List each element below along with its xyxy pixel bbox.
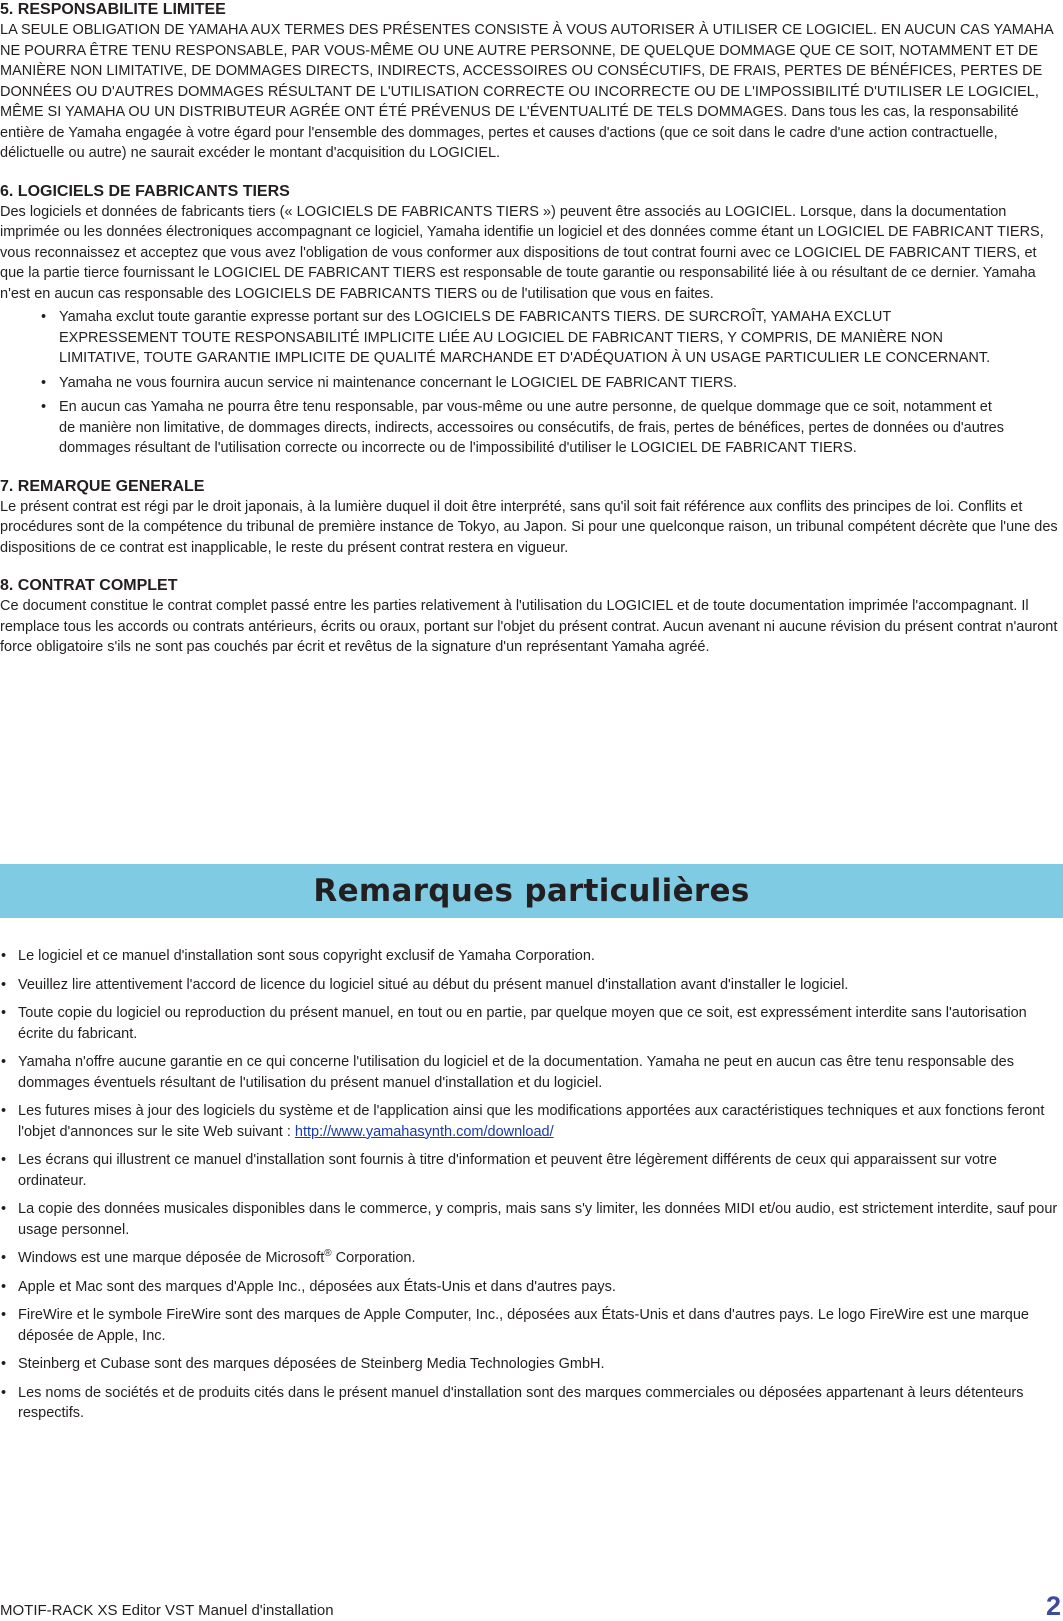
note-text: Windows est une marque déposée de Microsoft bbox=[18, 1250, 325, 1266]
registered-mark: ® bbox=[324, 1248, 332, 1260]
note-text: Les futures mises à jour des logiciels du système et de l'application ainsi que les modifications apportées aux caractéristiques techniques et aux fonctions feront l'objet d'annonces sur le site Web suivant : bbox=[18, 1103, 1045, 1140]
list-item: • Yamaha n'offre aucune garantie en ce qui concerne l'utilisation du logiciel et de la documentation. Yamaha ne peut en aucun cas être tenu responsable des dommages éventuels résultant de l'utilisation du présent manuel d'installation et du logiciel. bbox=[0, 1052, 1060, 1093]
footer-title: MOTIF-RACK XS Editor VST Manuel d'installation bbox=[0, 1602, 334, 1619]
note-text-suffix: Corporation. bbox=[331, 1250, 416, 1266]
list-item bbox=[0, 1101, 1060, 1142]
section-title: 8. CONTRAT COMPLET bbox=[0, 577, 178, 594]
section-entire-agreement bbox=[0, 576, 1058, 658]
section-title: 6. LOGICIELS DE FABRICANTS TIERS bbox=[0, 182, 290, 200]
section-paragraph: LA SEULE OBLIGATION DE YAMAHA AUX TERMES DES PRÉSENTES CONSISTE À VOUS AUTORISER À UTILISER CE LOGICIEL. EN AUCUN CAS YAMAHA NE POURRA ÊTRE TENU RESPONSABLE, PAR VOUS-MÊME OU UNE AUTRE PERSONNE, DE QUELQUE DOMMAGE QUE CE SOIT, NOTAMMENT ET DE MANIÈRE NON LIMITATIVE, DE DOMMAGES DIRECTS, INDIRECTS, ACCESSOIRES OU CONSÉCUTIFS, DE FRAIS, PERTES DE BÉNÉFICES, PERTES DE DONNÉES OU D'AUTRES DOMMAGES RÉSULTANT DE L'UTILISATION CORRECTE OU INCORRECTE OU DE L'IMPOSSIBILITÉ D'UTILISER LE LOGICIEL, MÊME SI YAMAHA OU UN DISTRIBUTEUR AGRÉE ONT ÉTÉ PRÉVENUS DE L'ÉVENTUALITÉ DE TELS DOMMAGES. Dans tous les cas, la responsabilité entière de Yamaha engagée à votre égard pour l'ensemble des dommages, pertes et causes d'actions (que ce soit dans le cadre d'une action contractuelle, délictuelle ou autre) ne saurait excéder le montant d'acquisition du LOGICIEL. bbox=[0, 22, 1053, 161]
list-item: • En aucun cas Yamaha ne pourra être tenu responsable, par vous-même ou une autre personne, de quelque dommage que ce soit, notamment et de manière non limitative, de dommages directs, indirects, accessoires ou consécutifs, de frais, pertes de bénéfices, pertes de données ou d'autres dommages résultant de l'utilisation correcte ou incorrecte ou de l'impossibilité d'utiliser le LOGICIEL DE FABRICANT TIERS. bbox=[0, 397, 1058, 459]
section-third-party-software bbox=[0, 182, 1058, 459]
license-sections bbox=[0, 0, 1058, 676]
third-party-bullet-list bbox=[0, 307, 1058, 459]
section-title: 5. RESPONSABILITE LIMITEE bbox=[0, 1, 226, 18]
list-item: • Steinberg et Cubase sont des marques déposées de Steinberg Media Technologies GmbH. bbox=[0, 1354, 1060, 1375]
page-number: 2 bbox=[1045, 1591, 1061, 1621]
section-limited-liability bbox=[0, 0, 1058, 164]
list-item: • Le logiciel et ce manuel d'installation sont sous copyright exclusif de Yamaha Corporation. bbox=[0, 946, 1060, 967]
list-item: • Yamaha exclut toute garantie expresse portant sur des LOGICIELS DE FABRICANTS TIERS. DE SURCROÎT, YAMAHA EXCLUT EXPRESSEMENT TOUTE RESPONSABILITÉ IMPLICITE LIÉE AU LOGICIEL DE FABRICANT TIERS, Y COMPRIS, DE MANIÈRE NON LIMITATIVE, TOUTE GARANTIE IMPLICITE DE QUALITÉ MARCHANDE ET D'ADÉQUATION À UN USAGE PARTICULIER LE CONCERNANT. bbox=[0, 307, 1058, 369]
special-notes-banner bbox=[0, 864, 1063, 918]
section-paragraph: Ce document constitue le contrat complet passé entre les parties relativement à l'utilisation du LOGICIEL et de toute documentation imprimée l'accompagnant. Il remplace tous les accords ou contrats antérieurs, écrits ou oraux, portant sur l'objet du présent contrat. Aucun avenant ni aucune révision du présent contrat n'auront force obligatoire s'ils ne sont pas couchés par écrit et revêtus de la signature d'un représentant Yamaha agréé. bbox=[0, 598, 1058, 655]
download-link[interactable]: http://www.yamahasynth.com/download/ bbox=[294, 1123, 554, 1140]
list-item bbox=[0, 1248, 1060, 1269]
list-item: • Les noms de sociétés et de produits cités dans le présent manuel d'installation sont des marques commerciales ou déposées appartenant à leurs détenteurs respectifs. bbox=[0, 1383, 1060, 1424]
list-item: • La copie des données musicales disponibles dans le commerce, y compris, mais sans s'y limiter, les données MIDI et/ou audio, est strictement interdite, sauf pour usage personnel. bbox=[0, 1199, 1060, 1240]
list-item: • FireWire et le symbole FireWire sont des marques de Apple Computer, Inc., déposées aux États-Unis et dans d'autres pays. Le logo FireWire est une marque déposée de Apple, Inc. bbox=[0, 1305, 1060, 1346]
section-paragraph: Le présent contrat est régi par le droit japonais, à la lumière duquel il doit être interprété, sans qu'il soit fait référence aux conflits des principes de loi. Conflits et procédures sont de la compétence du tribunal de première instance de Tokyo, au Japon. Si pour une quelconque raison, un tribunal compétent décrète que l'une des dispositions de ce contrat est inapplicable, le reste du présent contrat restera en vigueur. bbox=[0, 498, 1058, 556]
banner-title: Remarques particulières bbox=[313, 873, 750, 909]
list-item: • Toute copie du logiciel ou reproduction du présent manuel, en tout ou en partie, par quelque moyen que ce soit, est expressément interdite sans l'autorisation écrite du fabricant. bbox=[0, 1003, 1060, 1044]
list-item: • Les écrans qui illustrent ce manuel d'installation sont fournis à titre d'information et peuvent être légèrement différents de ceux qui apparaissent sur votre ordinateur. bbox=[0, 1150, 1060, 1191]
list-item: • Veuillez lire attentivement l'accord de licence du logiciel situé au début du présent manuel d'installation avant d'installer le logiciel. bbox=[0, 975, 1060, 996]
list-item: • Apple et Mac sont des marques d'Apple Inc., déposées aux États-Unis et dans d'autres pays. bbox=[0, 1277, 1060, 1298]
list-item: • Yamaha ne vous fournira aucun service ni maintenance concernant le LOGICIEL DE FABRICANT TIERS. bbox=[0, 373, 1058, 394]
section-general-remark bbox=[0, 477, 1058, 559]
section-paragraph: Des logiciels et données de fabricants tiers (« LOGICIELS DE FABRICANTS TIERS ») peuvent être associés au LOGICIEL. Lorsque, dans la documentation imprimée ou les données électroniques accompagnant ce logiciel, Yamaha identifie un logiciel et des données comme étant un LOGICIEL DE FABRICANT TIERS, vous reconnaissez et acceptez que vous avez l'obligation de vous conformer aux dispositions de tout contrat fourni avec ce LOGICIEL DE FABRICANT TIERS, et que la partie tierce fournissant le LOGICIEL DE FABRICANT TIERS est responsable de toute garantie ou responsabilité liée à ou résultant de ce dernier. Yamaha n'est en aucun cas responsable des LOGICIELS DE FABRICANTS TIERS ou de l'utilisation que vous en faites. bbox=[0, 203, 1044, 302]
special-notes-list bbox=[0, 946, 1060, 1432]
section-title: 7. REMARQUE GENERALE bbox=[0, 477, 205, 495]
